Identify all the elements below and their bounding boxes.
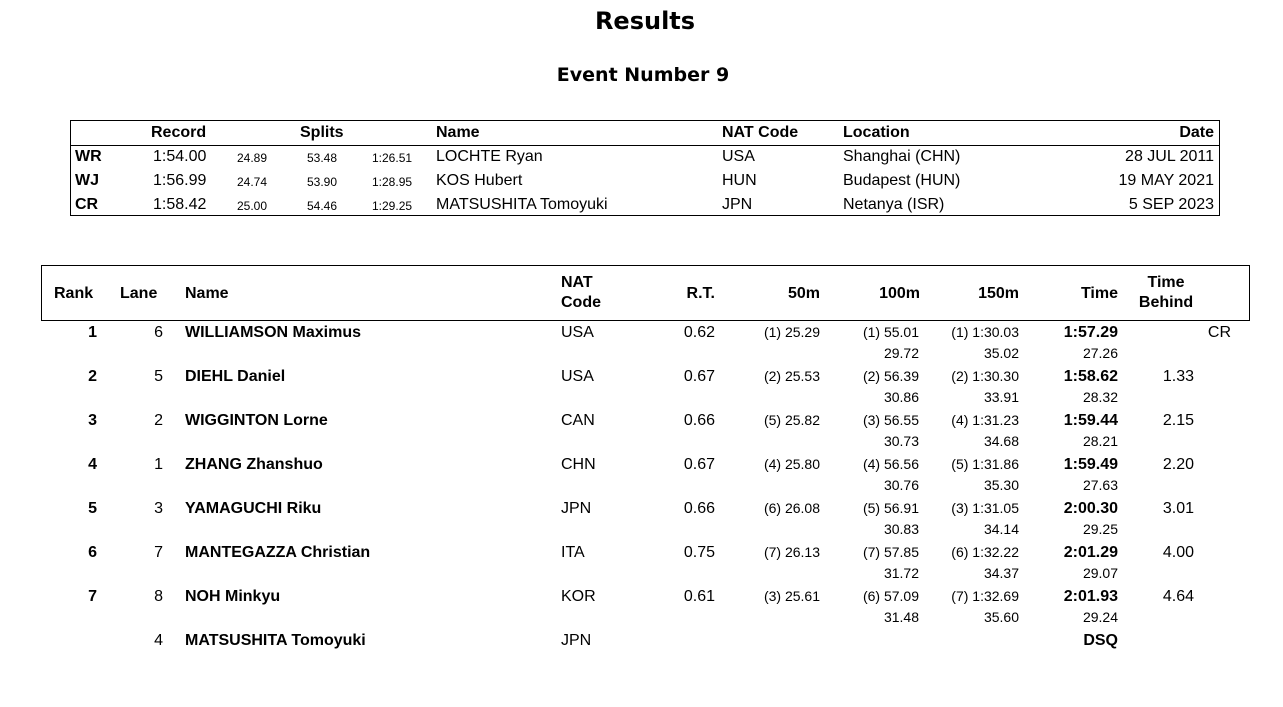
header-nat-line1: NAT (561, 274, 593, 291)
reaction-time: 0.61 (683, 588, 715, 605)
time-behind: 4.00 (1162, 544, 1194, 561)
record-date: 19 MAY 2021 (1118, 172, 1214, 189)
lap-split-final: 28.21 (1082, 433, 1118, 449)
record-split-50: 25.00 (237, 199, 268, 213)
lane: 2 (154, 412, 163, 429)
result-row (0, 498, 1283, 542)
header-rt: R.T. (686, 285, 715, 302)
nat-code: JPN (561, 500, 592, 517)
split-100m: (5) 56.91 (862, 500, 919, 516)
record-name: KOS Hubert (436, 172, 523, 189)
records-header-nat: NAT Code (722, 124, 799, 141)
record-split-100: 53.90 (307, 175, 338, 189)
lane: 5 (154, 368, 163, 385)
lap-split-150m: 34.14 (983, 521, 1019, 537)
record-code: CR (75, 196, 99, 213)
rank: 2 (88, 368, 97, 385)
reaction-time: 0.67 (683, 368, 715, 385)
rank: 1 (88, 324, 97, 341)
record-row (71, 170, 1219, 194)
record-time: 1:56.99 (153, 172, 207, 189)
lane: 7 (154, 544, 163, 561)
result-row (0, 586, 1283, 630)
split-100m: (1) 55.01 (862, 324, 919, 340)
record-nat: HUN (722, 172, 757, 189)
rank: 3 (88, 412, 97, 429)
final-time: 2:00.30 (1063, 500, 1118, 517)
lap-split-final: 27.63 (1082, 477, 1118, 493)
lap-split-150m: 35.02 (983, 345, 1019, 361)
athlete-name: YAMAGUCHI Riku (185, 500, 322, 517)
result-row (0, 454, 1283, 498)
nat-code: CHN (561, 456, 596, 473)
header-150m: 150m (978, 285, 1019, 302)
athlete-name: MATSUSHITA Tomoyuki (185, 632, 366, 649)
lap-split-100m: 30.76 (883, 477, 919, 493)
reaction-time: 0.67 (683, 456, 715, 473)
record-location: Shanghai (CHN) (843, 148, 961, 165)
nat-code: ITA (561, 544, 585, 561)
record-name: LOCHTE Ryan (436, 148, 543, 165)
page-title: Results (594, 7, 696, 35)
result-row (0, 322, 1283, 366)
records-header-name: Name (436, 124, 480, 141)
split-50m: (4) 25.80 (763, 456, 820, 472)
records-header-record: Record (151, 124, 207, 141)
split-150m: (7) 1:32.69 (951, 588, 1019, 604)
nat-code: CAN (561, 412, 595, 429)
split-50m: (7) 26.13 (763, 544, 820, 560)
split-150m: (6) 1:32.22 (951, 544, 1019, 560)
athlete-name: MANTEGAZZA Christian (185, 544, 371, 561)
split-150m: (1) 1:30.03 (951, 324, 1019, 340)
header-behind-line2: Behind (1138, 294, 1194, 311)
athlete-name: ZHANG Zhanshuo (185, 456, 323, 473)
records-table (70, 120, 1220, 216)
rank: 4 (88, 456, 97, 473)
record-split-150: 1:29.25 (372, 199, 413, 213)
reaction-time: 0.62 (683, 324, 715, 341)
lap-split-100m: 31.72 (883, 565, 919, 581)
header-lane: Lane (120, 285, 158, 302)
lap-split-final: 29.24 (1082, 609, 1118, 625)
lap-split-final: 29.07 (1082, 565, 1118, 581)
lane: 3 (154, 500, 163, 517)
event-title: Event Number 9 (556, 64, 730, 86)
split-50m: (6) 26.08 (763, 500, 820, 516)
time-behind: 2.20 (1162, 456, 1194, 473)
record-split-50: 24.89 (237, 151, 268, 165)
reaction-time: 0.75 (683, 544, 715, 561)
split-150m: (5) 1:31.86 (951, 456, 1019, 472)
nat-code: KOR (561, 588, 596, 605)
lap-split-100m: 29.72 (883, 345, 919, 361)
record-split-100: 53.48 (307, 151, 338, 165)
lap-split-150m: 33.91 (983, 389, 1019, 405)
record-location: Netanya (ISR) (843, 196, 945, 213)
split-150m: (4) 1:31.23 (951, 412, 1019, 428)
record-split-150: 1:26.51 (372, 151, 413, 165)
lap-split-100m: 30.83 (883, 521, 919, 537)
lane: 6 (154, 324, 163, 341)
result-row (0, 630, 1283, 674)
split-150m: (3) 1:31.05 (951, 500, 1019, 516)
nat-code: JPN (561, 632, 592, 649)
lap-split-100m: 31.48 (883, 609, 919, 625)
reaction-time: 0.66 (683, 500, 715, 517)
split-50m: (2) 25.53 (763, 368, 820, 384)
header-behind-line1: Time (1147, 274, 1185, 291)
rank: 5 (88, 500, 97, 517)
record-split-50: 24.74 (237, 175, 268, 189)
record-nat: JPN (722, 196, 753, 213)
split-50m: (5) 25.82 (763, 412, 820, 428)
lane: 1 (154, 456, 163, 473)
records-header-date: Date (1179, 124, 1214, 141)
record-time: 1:54.00 (153, 148, 207, 165)
time-behind: 4.64 (1162, 588, 1194, 605)
rank: 7 (88, 588, 97, 605)
final-time: 1:59.49 (1063, 456, 1118, 473)
header-50m: 50m (787, 285, 820, 302)
rank: 6 (88, 544, 97, 561)
header-time: Time (1080, 285, 1118, 302)
split-50m: (1) 25.29 (763, 324, 820, 340)
time-behind: 2.15 (1162, 412, 1194, 429)
split-100m: (6) 57.09 (862, 588, 919, 604)
record-date: 28 JUL 2011 (1125, 148, 1214, 165)
split-100m: (3) 56.55 (862, 412, 919, 428)
record-location: Budapest (HUN) (843, 172, 961, 189)
final-time: 2:01.93 (1063, 588, 1118, 605)
reaction-time: 0.66 (683, 412, 715, 429)
lap-split-final: 29.25 (1082, 521, 1118, 537)
record-split-150: 1:28.95 (372, 175, 413, 189)
time-behind: 1.33 (1162, 368, 1194, 385)
nat-code: USA (561, 368, 594, 385)
lap-split-final: 27.26 (1082, 345, 1118, 361)
lap-split-150m: 34.37 (983, 565, 1019, 581)
header-100m: 100m (879, 285, 920, 302)
lane: 8 (154, 588, 163, 605)
split-100m: (2) 56.39 (862, 368, 919, 384)
header-name: Name (185, 285, 229, 302)
lap-split-150m: 35.30 (983, 477, 1019, 493)
athlete-name: WILLIAMSON Maximus (185, 324, 362, 341)
record-name: MATSUSHITA Tomoyuki (436, 196, 608, 213)
final-time: 1:57.29 (1063, 324, 1118, 341)
final-time: DSQ (1083, 632, 1118, 649)
final-time: 1:59.44 (1063, 412, 1118, 429)
split-150m: (2) 1:30.30 (951, 368, 1019, 384)
record-code: WJ (75, 172, 99, 189)
records-header-location: Location (843, 124, 910, 141)
record-nat: USA (722, 148, 755, 165)
athlete-name: DIEHL Daniel (185, 368, 286, 385)
records-header-splits: Splits (300, 124, 344, 141)
result-row (0, 366, 1283, 410)
lap-split-final: 28.32 (1082, 389, 1118, 405)
record-date: 5 SEP 2023 (1128, 196, 1214, 213)
lap-split-150m: 34.68 (983, 433, 1019, 449)
athlete-name: WIGGINTON Lorne (185, 412, 328, 429)
result-row (0, 542, 1283, 586)
time-behind: 3.01 (1162, 500, 1194, 517)
lap-split-150m: 35.60 (983, 609, 1019, 625)
final-time: 1:58.62 (1063, 368, 1118, 385)
final-time: 2:01.29 (1063, 544, 1118, 561)
result-row (0, 410, 1283, 454)
athlete-name: NOH Minkyu (185, 588, 281, 605)
lane: 4 (154, 632, 163, 649)
record-row (71, 194, 1219, 218)
results-header (41, 265, 1250, 321)
lap-split-100m: 30.86 (883, 389, 919, 405)
record-row (71, 146, 1219, 170)
split-50m: (3) 25.61 (763, 588, 820, 604)
header-rank: Rank (54, 285, 94, 302)
record-code: WR (75, 148, 102, 165)
lap-split-100m: 30.73 (883, 433, 919, 449)
nat-code: USA (561, 324, 594, 341)
record-time: 1:58.42 (153, 196, 207, 213)
header-nat-line2: Code (561, 294, 601, 311)
split-100m: (7) 57.85 (862, 544, 919, 560)
record-split-100: 54.46 (307, 199, 338, 213)
record-note: CR (1207, 324, 1231, 341)
split-100m: (4) 56.56 (862, 456, 919, 472)
